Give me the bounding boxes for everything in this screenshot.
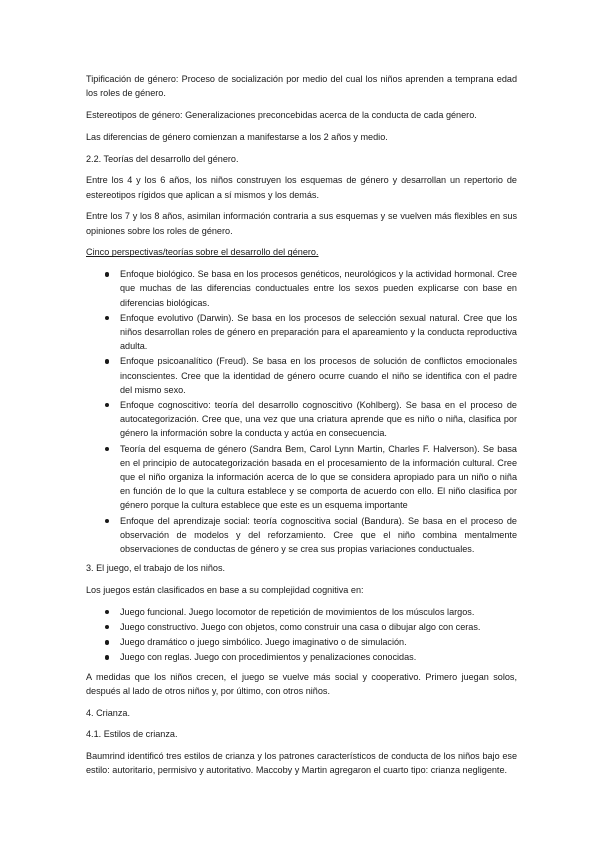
list-item: Juego constructivo. Juego con objetos, como construir una casa o dibujar algo con ceras. (120, 620, 517, 634)
paragraph-tipificacion: Tipificación de género: Proceso de socialización por medio del cual los niños aprenden a temprana edad los roles de género. (86, 74, 517, 99)
list-item: Enfoque psicoanalítico (Freud). Se basa en los procesos de solución de conflictos emocionales inconscientes. Cree que la identidad de género ocurre cuando el niño se identifica con el padre del mismo sexo. (120, 354, 517, 397)
list-item: Enfoque cognoscitivo: teoría del desarrollo cognoscitivo (Kohlberg). Se basa en el proceso de autocategorización. Cree que, una vez que una criatura aprende que es niño o niña, clasifica por género la información sobre la conducta y actúa en consecuencia. (120, 398, 517, 441)
heading-4-1: 4.1. Estilos de crianza. (86, 729, 178, 740)
paragraph-juego-social: A medidas que los niños crecen, el juego se vuelve más social y cooperativo. Primero juegan solos, después al lado de otros niños y, por último, con otros niños. (86, 671, 517, 696)
perspectives-list (86, 267, 517, 556)
heading-4: 4. Crianza. (86, 707, 130, 718)
list-item: Juego con reglas. Juego con procedimientos y penalizaciones conocidas. (120, 650, 517, 664)
paragraph-estereotipos: Estereotipos de género: Generalizaciones preconcebidas acerca de la conducta de cada género. (86, 110, 477, 120)
list-item: Enfoque evolutivo (Darwin). Se basa en los procesos de selección sexual natural. Cree que los niños desarrollan roles de género en preparación para el apareamiento y la conducta reproductiva adulta. (120, 311, 517, 354)
paragraph-4-6-anos: Entre los 4 y los 6 años, los niños construyen los esquemas de género y desarrollan un repertorio de estereotipos rígidos que aplican a sí mismos y los demás. (86, 175, 517, 200)
games-list (86, 605, 517, 665)
heading-3: 3. El juego, el trabajo de los niños. (86, 563, 226, 574)
paragraph-7-8-anos: Entre los 7 y los 8 años, asimilan información contraria a sus esquemas y se vuelven más flexibles en sus opiniones sobre los roles de género. (86, 211, 517, 236)
paragraph-diferencias: Las diferencias de género comienzan a manifestarse a los 2 años y medio. (86, 131, 388, 142)
heading-2-2: 2.2. Teorías del desarrollo del género. (86, 153, 239, 164)
list-item: Teoría del esquema de género (Sandra Bem, Carol Lynn Martin, Charles F. Halverson). Se basa en el principio de autocategorización basada en el procesamiento de la información cultural. Cree que el niño organiza la información acerca de lo que se considera apropiado para un niño o niña en función de lo que la cultura establece y se comporta de acuerdo con ello. El niño clasifica por género porque la cultura establece que este es un esquema importante (120, 442, 517, 513)
list-item: Juego dramático o juego simbólico. Juego imaginativo o de simulación. (120, 635, 517, 649)
list-item: Enfoque biológico. Se basa en los procesos genéticos, neurológicos y la actividad hormonal. Cree que muchas de las diferencias conductuales entre los sexos pueden explicarse con base en diferencias biológicas. (120, 267, 517, 310)
paragraph-juegos-intro: Los juegos están clasificados en base a su complejidad cognitiva en: (86, 585, 364, 596)
list-item: Juego funcional. Juego locomotor de repetición de movimientos de los músculos largos. (120, 605, 517, 619)
paragraph-baumrind: Baumrind identificó tres estilos de crianza y los patrones característicos de conducta de los niños bajo ese estilo: autoritario, permisivo y autoritativo. Maccoby y Martin agregaron el cuarto tipo: crianza negligente. (86, 751, 517, 776)
list-item: Enfoque del aprendizaje social: teoría cognoscitiva social (Bandura). Se basa en el proceso de observación de modelos y del reforzamiento. Cree que el niño combina mentalmente observaciones de conductas de género y se crea sus propias variaciones conductuales. (120, 514, 517, 557)
perspectives-title: Cinco perspectivas/teorías sobre el desarrollo del género. (86, 247, 319, 258)
